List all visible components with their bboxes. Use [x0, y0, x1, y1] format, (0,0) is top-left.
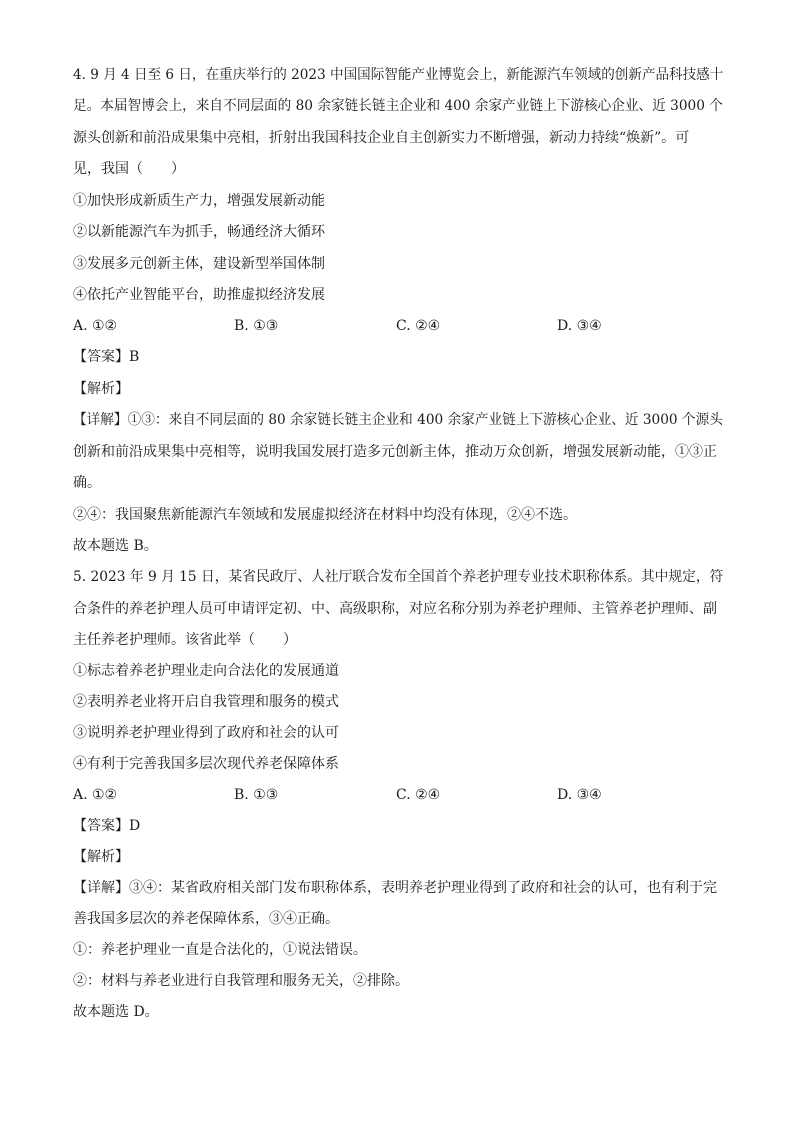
q4-analysis-tag: 【解析】: [73, 381, 129, 397]
q4-statement-4: ④依托产业智能平台，助推虚拟经济发展: [73, 287, 325, 303]
q5-answer-value: D: [129, 818, 141, 834]
q4-statement-1: ①加快形成新质生产力，增强发展新动能: [73, 193, 325, 209]
q4-option-d: D. ③④: [557, 318, 602, 334]
q5-stem-line-1: 5. 2023 年 9 月 15 日，某省民政厅、人社厅联合发布全国首个养老护理专业技术职称体系。其中规定，符: [73, 569, 724, 585]
q4-answer: [73, 348, 139, 366]
q4-option-b: B. ①③: [234, 318, 279, 334]
q5-analysis-tag: 【解析】: [73, 849, 129, 865]
q5-detail-line-1: 【详解】③④：某省政府相关部门发布职称体系，表明养老护理业得到了政府和社会的认可，也有利于完: [73, 880, 717, 896]
q5-detail-line-3: ①：养老护理业一直是合法化的，①说法错误。: [73, 942, 367, 958]
q5-stem-line-2: 合条件的养老护理人员可申请评定初、中、高级职称，对应名称分别为养老护理师、主管养老护理师、副: [73, 601, 717, 617]
q4-statement-3: ③发展多元创新主体，建设新型举国体制: [73, 256, 325, 272]
q5-statement-4: ④有利于完善我国多层次现代养老保障体系: [73, 756, 339, 772]
q4-stem-line-4: 见，我国（ ）: [73, 161, 185, 177]
q5-option-d: D. ③④: [557, 787, 602, 803]
q5-answer: [73, 817, 140, 835]
q5-detail-line-5: 故本题选 D。: [73, 1004, 159, 1020]
q5-option-a: A. ①②: [73, 787, 118, 803]
q5-option-c: C. ②④: [396, 787, 441, 803]
q4-stem-line-2: 足。本届智博会上，来自不同层面的 80 余家链长链主企业和 400 余家产业链上下游核心企业、近 3000 个: [73, 98, 723, 114]
q5-detail-line-2: 善我国多层次的养老保障体系，③④正确。: [73, 911, 339, 927]
q5-statement-3: ③说明养老护理业得到了政府和社会的认可: [73, 725, 339, 741]
q5-stem-line-3: 主任养老护理师。该省此举（ ）: [73, 632, 297, 648]
q4-detail-line-5: 故本题选 B。: [73, 538, 158, 554]
q4-stem-line-1: 4. 9 月 4 日至 6 日，在重庆举行的 2023 中国国际智能产业博览会上，新能源汽车领域的创新产品科技感十: [73, 67, 724, 83]
q5-statement-1: ①标志着养老护理业走向合法化的发展通道: [73, 663, 339, 679]
q4-answer-value: B: [129, 349, 140, 365]
q4-option-c: C. ②④: [396, 318, 441, 334]
q5-option-b: B. ①③: [234, 787, 279, 803]
q5-detail-line-4: ②：材料与养老业进行自我管理和服务无关，②排除。: [73, 973, 409, 989]
q5-answer-tag: 【答案】: [73, 818, 129, 834]
q4-detail-line-1: 【详解】①③：来自不同层面的 80 余家链长链主企业和 400 余家产业链上下游核心企业、近 3000 个源头: [73, 412, 723, 428]
q4-answer-tag: 【答案】: [73, 349, 129, 365]
q4-stem-line-3: 源头创新和前沿成果集中亮相，折射出我国科技企业自主创新实力不断增强，新动力持续“焕新”。可: [73, 130, 690, 146]
q5-statement-2: ②表明养老业将开启自我管理和服务的模式: [73, 694, 339, 710]
q4-detail-line-2: 创新和前沿成果集中亮相等，说明我国发展打造多元创新主体，推动万众创新，增强发展新动能，①③正: [73, 444, 717, 460]
q4-detail-line-3: 确。: [73, 475, 101, 491]
q4-detail-line-4: ②④：我国聚焦新能源汽车领域和发展虚拟经济在材料中均没有体现，②④不选。: [73, 507, 577, 523]
q4-statement-2: ②以新能源汽车为抓手，畅通经济大循环: [73, 224, 325, 240]
q4-option-a: A. ①②: [73, 318, 118, 334]
